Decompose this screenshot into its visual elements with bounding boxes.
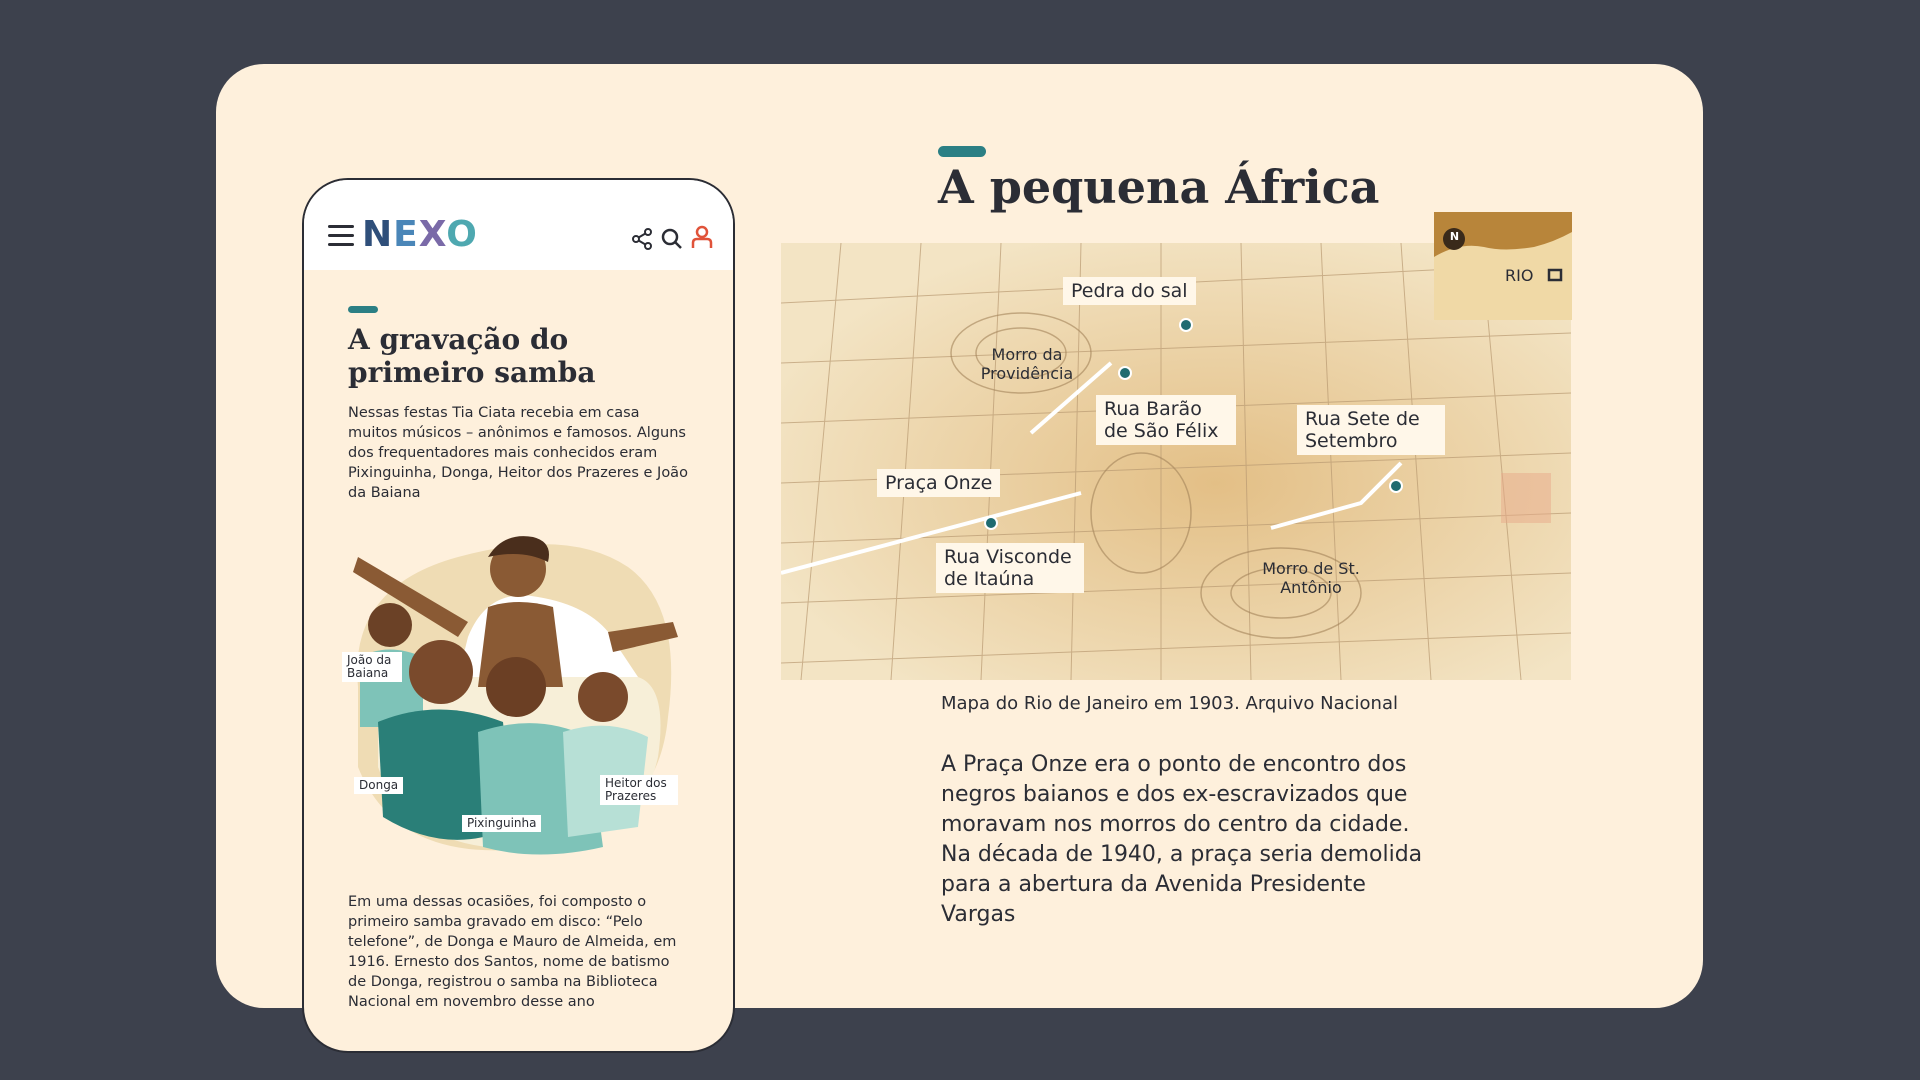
illustration-art (338, 527, 698, 862)
map-label-pedra: Pedra do sal (1063, 277, 1196, 305)
article-title: A gravação do primeiro samba (348, 323, 596, 389)
inset-art (1434, 212, 1572, 320)
accent-bar (348, 306, 378, 313)
feature-accent-bar (938, 146, 986, 157)
map-label-visconde: Rua Visconde de Itaúna (936, 543, 1084, 593)
map-label-sete: Rua Sete de Setembro (1297, 405, 1445, 455)
map-label-antonio: Morro de St. Antônio (1262, 559, 1360, 597)
article-body: Em uma dessas ocasiões, foi composto o primeiro samba gravado em disco: “Pelo telefone”, de Donga e Mauro de Almeida, em 1916. Ernesto dos Santos, nome de batismo de Donga, registrou o samba na Biblioteca Nacional em novembro desse ano (348, 894, 677, 1010)
share-icon[interactable] (630, 227, 654, 251)
label-pixinguinha: Pixinguinha (462, 815, 541, 832)
map-label-providencia: Morro da Providência (980, 345, 1074, 383)
feature-title: A pequena África (938, 160, 1380, 214)
phone-header (304, 180, 733, 270)
phone-mockup (302, 178, 735, 1053)
musicians-illustration (338, 527, 698, 862)
article-intro: Nessas festas Tia Ciata recebia em casa muitos músicos – anônimos e famosos. Alguns dos frequentadores mais conhecidos eram Pixinguinha, Donga, Heitor dos Prazeres e João da Baiana (348, 405, 688, 501)
nexo-logo[interactable]: NEXO (362, 214, 478, 255)
user-icon[interactable] (690, 225, 714, 249)
search-icon[interactable] (660, 227, 684, 251)
feature-text: A Praça Onze era o ponto de encontro dos negros baianos e dos ex-escravizados que moravam nos morros do centro da cidade. Na década de 1940, a praça seria demolida para a abertura da Avenida Presidente Vargas (941, 752, 1423, 927)
map-label-barao: Rua Barão de São Félix (1096, 395, 1236, 445)
map-label-praca: Praça Onze (877, 469, 1000, 497)
label-donga: Donga (354, 777, 403, 794)
label-joao: João da Baiana (342, 652, 402, 682)
menu-icon[interactable] (328, 225, 354, 247)
map-caption: Mapa do Rio de Janeiro em 1903. Arquivo Nacional (941, 693, 1398, 714)
north-icon: N (1449, 230, 1460, 243)
inset-city-label: RIO (1505, 266, 1534, 285)
label-heitor: Heitor dos Prazeres (600, 775, 678, 805)
locator-inset-map (1434, 212, 1572, 320)
